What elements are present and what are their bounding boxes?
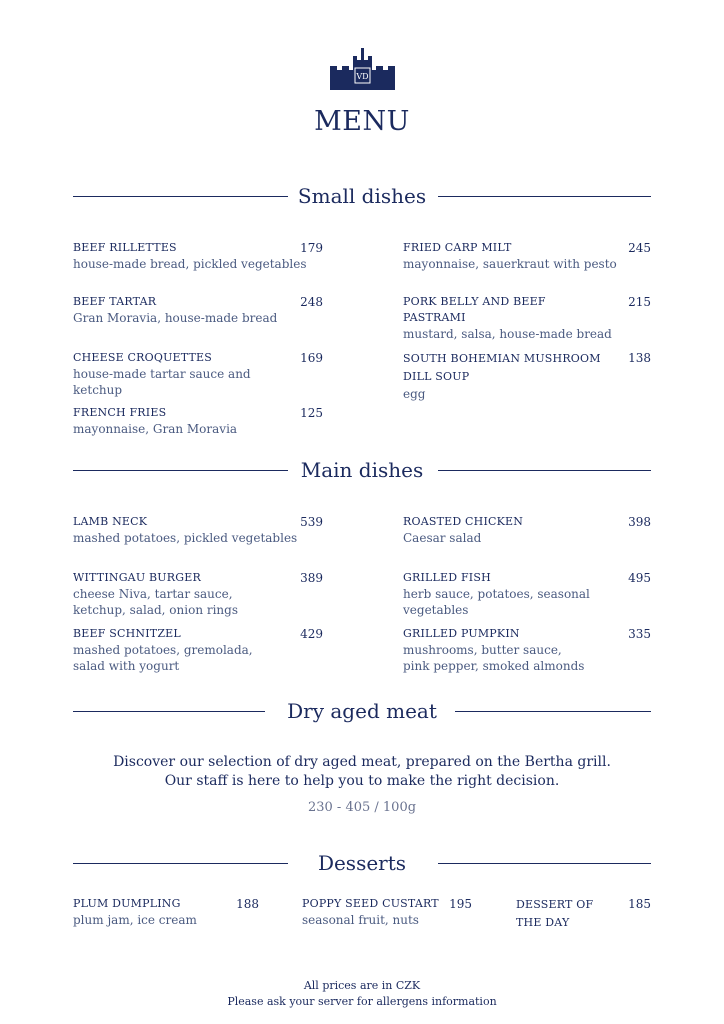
menu-item (302, 896, 472, 928)
menu-item (73, 514, 323, 546)
item-description: mustard, salsa, house-made bread (403, 327, 612, 341)
menu-item (73, 405, 323, 437)
menu-item (403, 570, 653, 618)
section-title: Small dishes (297, 184, 427, 208)
item-price: 125 (300, 406, 323, 420)
menu-item (73, 294, 323, 326)
item-name: GRILLED FISH (403, 571, 491, 584)
menu-item (403, 294, 651, 342)
item-name: POPPY SEED CUSTART (302, 897, 439, 910)
item-description: mashed potatoes, pickled vegetables (73, 531, 298, 545)
item-price: 335 (628, 627, 651, 641)
menu-item (73, 626, 323, 674)
menu-item (73, 896, 258, 928)
item-price: 429 (300, 627, 323, 641)
item-price: 248 (300, 295, 323, 309)
castle-logo (330, 48, 395, 90)
item-description: herb sauce, potatoes, seasonal vegetables (403, 587, 590, 617)
item-name: BEEF RILLETTES (73, 241, 177, 254)
castle-icon (330, 48, 395, 90)
item-name: FRIED CARP MILT (403, 241, 512, 254)
item-name: DESSERT OF THE DAY (516, 898, 594, 929)
menu-item (403, 240, 653, 272)
divider-right (438, 470, 651, 471)
item-description: house-made bread, pickled vegetables (73, 257, 307, 271)
menu-item (403, 626, 653, 674)
item-description: Caesar salad (403, 531, 482, 545)
divider-right (438, 863, 651, 864)
item-description: house-made tartar sauce and ketchup (73, 367, 251, 397)
item-name: FRENCH FRIES (73, 406, 167, 419)
item-price: 188 (236, 897, 259, 911)
section-title: Dry aged meat (287, 699, 437, 723)
item-price: 389 (300, 571, 323, 585)
item-price: 215 (628, 295, 651, 309)
item-name: WITTINGAU BURGER (73, 571, 201, 584)
menu-item (73, 350, 323, 398)
logo-monogram: VD (356, 72, 369, 81)
section-header-dry-aged-meat (73, 697, 651, 727)
menu-item (403, 514, 653, 546)
dry-aged-description-line-1: Discover our selection of dry aged meat, prepared on the Bertha grill. (113, 754, 611, 770)
dry-aged-price: 230 - 405 / 100g (307, 800, 417, 815)
menu-item (73, 570, 323, 618)
item-description: mashed potatoes, gremolada, salad with yogurt (73, 643, 253, 673)
item-description: Gran Moravia, house-made bread (73, 311, 278, 325)
item-price: 495 (628, 571, 651, 585)
item-name: CHEESE CROQUETTES (73, 351, 213, 364)
section-header-desserts (73, 849, 651, 879)
item-price: 245 (628, 241, 651, 255)
item-description: seasonal fruit, nuts (302, 913, 419, 927)
item-description: mayonnaise, sauerkraut with pesto (403, 257, 617, 271)
item-description: egg (403, 387, 426, 401)
item-name: ROASTED CHICKEN (403, 515, 524, 528)
item-name: PORK BELLY AND BEEF PASTRAMI (403, 295, 546, 324)
item-price: 169 (300, 351, 323, 365)
item-price: 539 (300, 515, 323, 529)
section-title: Main dishes (300, 458, 424, 482)
item-description: mayonnaise, Gran Moravia (73, 422, 238, 436)
item-price: 138 (628, 351, 651, 365)
menu-item (73, 240, 323, 272)
item-name: GRILLED PUMPKIN (403, 627, 520, 640)
menu-item (516, 896, 651, 932)
page-title: MENU (314, 106, 410, 137)
item-name: PLUM DUMPLING (73, 897, 181, 910)
item-description: mushrooms, butter sauce, pink pepper, smoked almonds (403, 643, 585, 673)
item-price: 195 (449, 897, 472, 911)
section-title: Desserts (317, 851, 407, 875)
item-name: LAMB NECK (73, 515, 148, 528)
divider-right (455, 711, 651, 712)
footer-allergens-note: Please ask your server for allergens information (227, 995, 497, 1008)
section-header-main-dishes (73, 456, 651, 486)
menu-item (403, 350, 653, 402)
item-description: cheese Niva, tartar sauce, ketchup, salad, onion rings (73, 587, 238, 617)
dry-aged-description-line-2: Our staff is here to help you to make the right decision. (164, 773, 560, 789)
item-name: BEEF SCHNITZEL (73, 627, 181, 640)
item-description: plum jam, ice cream (73, 913, 197, 927)
footer-prices-note: All prices are in CZK (303, 979, 421, 992)
section-header-small-dishes (73, 182, 651, 212)
item-price: 398 (628, 515, 651, 529)
item-price: 179 (300, 241, 323, 255)
item-price: 185 (628, 897, 651, 911)
item-name: BEEF TARTAR (73, 295, 157, 308)
item-name: SOUTH BOHEMIAN MUSHROOM DILL SOUP (403, 352, 601, 383)
divider-right (438, 196, 651, 197)
